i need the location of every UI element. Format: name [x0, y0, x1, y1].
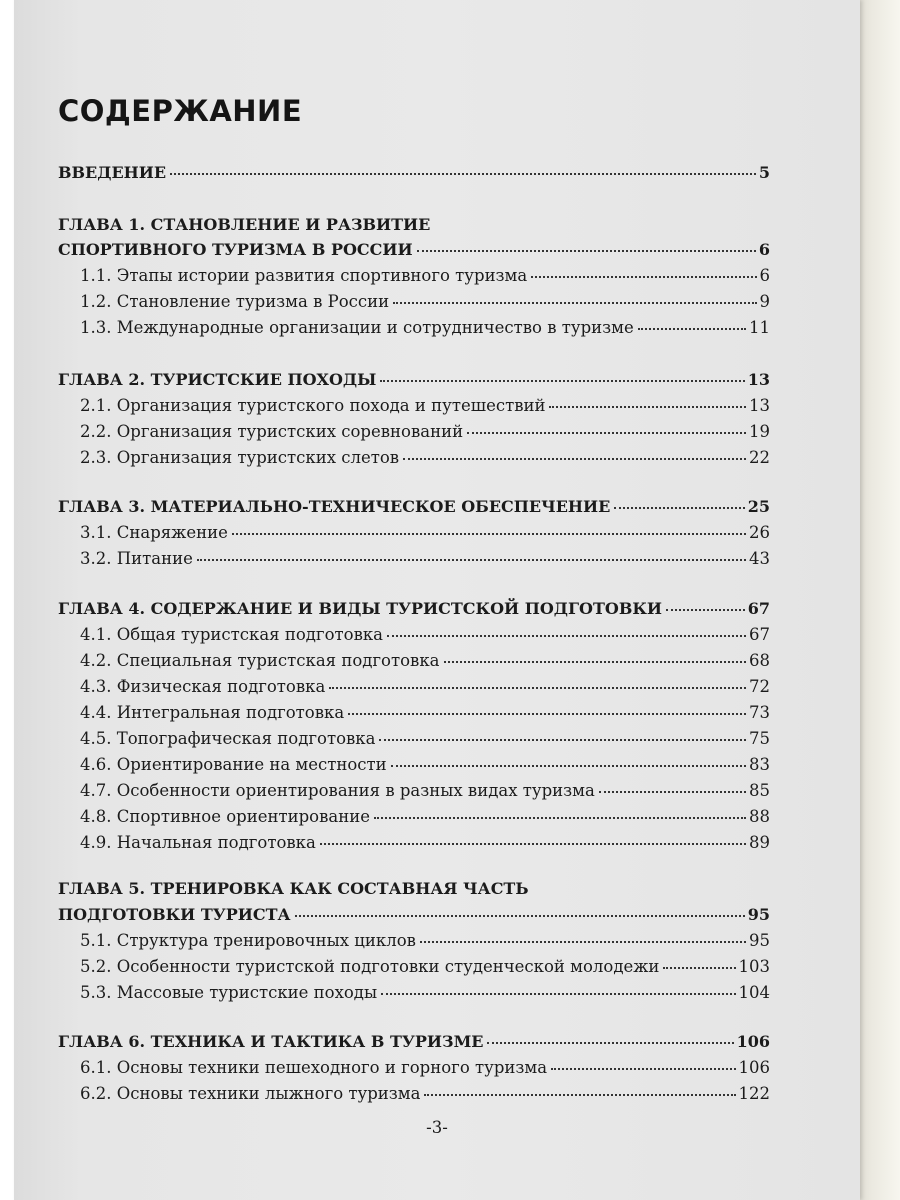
dot-leader — [666, 609, 745, 611]
toc-entry-section[interactable] — [80, 752, 770, 777]
toc-entry-title: 6.2. Основы техники лыжного туризма — [80, 1084, 421, 1103]
toc-page-number: 88 — [749, 807, 770, 826]
dot-leader — [379, 739, 746, 741]
toc-page-number: 85 — [749, 781, 770, 800]
page-number: -3- — [426, 1118, 448, 1137]
chapter-5-title-line1: ГЛАВА 5. ТРЕНИРОВКА КАК СОСТАВНАЯ ЧАСТЬ — [58, 879, 529, 898]
toc-page-number: 95 — [747, 905, 770, 924]
toc-entry-section[interactable] — [80, 674, 770, 699]
toc-entry-chapter-1[interactable] — [58, 237, 770, 262]
toc-page-number: 19 — [749, 422, 770, 441]
chapter-1-title-line1: ГЛАВА 1. СТАНОВЛЕНИЕ И РАЗВИТИЕ — [58, 215, 431, 234]
toc-entry-section[interactable] — [80, 928, 770, 953]
toc-entry-title: 3.1. Снаряжение — [80, 523, 228, 542]
toc-entry-section[interactable] — [80, 648, 770, 673]
toc-page-number: 72 — [749, 677, 770, 696]
dot-leader — [197, 559, 746, 561]
toc-entry-title: 4.1. Общая туристская подготовка — [80, 625, 384, 644]
toc-page-number: 75 — [749, 729, 770, 748]
toc-page-number: 13 — [749, 396, 770, 415]
toc-entry-chapter-2[interactable] — [58, 367, 770, 392]
toc-entry-title: 4.6. Ориентирование на местности — [80, 755, 387, 774]
toc-entry-title: 4.7. Особенности ориентирования в разных видах туризма — [80, 781, 595, 800]
dot-leader — [403, 458, 746, 460]
toc-entry-title: 3.2. Питание — [80, 549, 193, 568]
toc-entry-title: 4.8. Спортивное ориентирование — [80, 807, 370, 826]
toc-entry-title: 4.5. Топографическая подготовка — [80, 729, 376, 748]
toc-entry-chapter-6[interactable] — [58, 1029, 770, 1054]
toc-entry-section[interactable] — [80, 263, 770, 288]
toc-entry-section[interactable] — [80, 546, 770, 571]
toc-entry-title: 2.1. Организация туристского похода и путешествий — [80, 396, 546, 415]
book-page — [14, 0, 860, 1200]
toc-page-number: 104 — [738, 983, 770, 1002]
dot-leader — [599, 791, 746, 793]
toc-entry-section[interactable] — [80, 289, 770, 314]
dot-leader — [549, 406, 746, 408]
page-title: СОДЕРЖАНИЕ — [58, 94, 303, 128]
toc-entry-title: СПОРТИВНОГО ТУРИЗМА В РОССИИ — [58, 240, 413, 259]
dot-leader — [663, 967, 735, 969]
dot-leader — [614, 507, 744, 509]
toc-entry-title: 1.1. Этапы истории развития спортивного туризма — [80, 266, 528, 285]
toc-page-number: 73 — [749, 703, 770, 722]
dot-leader — [295, 915, 745, 917]
toc-page-number: 89 — [749, 833, 770, 852]
toc-entry-chapter-4[interactable] — [58, 596, 770, 621]
toc-page-number: 25 — [747, 497, 770, 516]
dot-leader — [531, 276, 756, 278]
dot-leader — [551, 1068, 735, 1070]
toc-page-number: 106 — [738, 1058, 770, 1077]
toc-entry-title: 6.1. Основы техники пешеходного и горного туризма — [80, 1058, 548, 1077]
toc-page-number: 103 — [738, 957, 770, 976]
toc-entry-title: 5.1. Структура тренировочных циклов — [80, 931, 416, 950]
toc-entry-section[interactable] — [80, 1081, 770, 1106]
toc-entry-section[interactable] — [80, 726, 770, 751]
toc-entry-title: 5.2. Особенности туристской подготовки студенческой молодежи — [80, 957, 660, 976]
toc-entry-title: 4.9. Начальная подготовка — [80, 833, 316, 852]
dot-leader — [387, 635, 746, 637]
toc-entry-section[interactable] — [80, 778, 770, 803]
dot-leader — [170, 173, 756, 175]
toc-entry-section[interactable] — [80, 419, 770, 444]
toc-entry-title: 4.2. Специальная туристская подготовка — [80, 651, 440, 670]
toc-entry-intro[interactable] — [58, 160, 770, 185]
toc-entry-title: 4.4. Интегральная подготовка — [80, 703, 345, 722]
toc-entry-title: ГЛАВА 3. МАТЕРИАЛЬНО-ТЕХНИЧЕСКОЕ ОБЕСПЕЧЕНИЕ — [58, 497, 611, 516]
dot-leader — [232, 533, 746, 535]
dot-leader — [444, 661, 747, 663]
toc-page-number: 6 — [759, 266, 770, 285]
dot-leader — [424, 1094, 735, 1096]
toc-entry-title: ГЛАВА 6. ТЕХНИКА И ТАКТИКА В ТУРИЗМЕ — [58, 1032, 484, 1051]
toc-entry-section[interactable] — [80, 980, 770, 1005]
toc-entry-section[interactable] — [80, 804, 770, 829]
dot-leader — [391, 765, 746, 767]
toc-entry-title: 4.3. Физическая подготовка — [80, 677, 326, 696]
dot-leader — [638, 328, 746, 330]
toc-entry-title: ГЛАВА 2. ТУРИСТСКИЕ ПОХОДЫ — [58, 370, 377, 389]
toc-page-number: 83 — [749, 755, 770, 774]
dot-leader — [381, 993, 735, 995]
toc-entry-section[interactable] — [80, 520, 770, 545]
toc-page-number: 22 — [749, 448, 770, 467]
toc-entry-title: 5.3. Массовые туристские походы — [80, 983, 378, 1002]
toc-entry-title: ГЛАВА 4. СОДЕРЖАНИЕ И ВИДЫ ТУРИСТСКОЙ ПОДГОТОВКИ — [58, 599, 663, 618]
toc-page-number: 13 — [747, 370, 770, 389]
dot-leader — [380, 380, 744, 382]
toc-page-number: 6 — [758, 240, 770, 259]
dot-leader — [393, 302, 756, 304]
toc-page-number: 11 — [749, 318, 770, 337]
dot-leader — [348, 713, 746, 715]
toc-entry-section[interactable] — [80, 830, 770, 855]
toc-page-number: 9 — [759, 292, 770, 311]
toc-page-number: 68 — [749, 651, 770, 670]
toc-page-number: 26 — [749, 523, 770, 542]
toc-entry-section[interactable] — [80, 622, 770, 647]
toc-entry-title: 2.2. Организация туристских соревнований — [80, 422, 464, 441]
toc-entry-chapter-3[interactable] — [58, 494, 770, 519]
toc-entry-section[interactable] — [80, 393, 770, 418]
toc-page-number: 5 — [758, 163, 770, 182]
dot-leader — [420, 941, 746, 943]
toc-entry-title: ПОДГОТОВКИ ТУРИСТА — [58, 905, 291, 924]
toc-entry-section[interactable] — [80, 315, 770, 340]
toc-page-number: 106 — [736, 1032, 770, 1051]
toc-entry-section[interactable] — [80, 1055, 770, 1080]
toc-page-number: 43 — [749, 549, 770, 568]
toc-page-number: 95 — [749, 931, 770, 950]
dot-leader — [374, 817, 746, 819]
dot-leader — [320, 843, 746, 845]
toc-entry-title: ВВЕДЕНИЕ — [58, 163, 167, 182]
toc-entry-chapter-5[interactable] — [58, 902, 770, 927]
toc-page-number: 67 — [749, 625, 770, 644]
dot-leader — [417, 250, 756, 252]
toc-entry-section[interactable] — [80, 445, 770, 470]
dot-leader — [467, 432, 746, 434]
dot-leader — [329, 687, 746, 689]
toc-page-number: 67 — [747, 599, 770, 618]
toc-entry-title: 1.3. Международные организации и сотрудничество в туризме — [80, 318, 634, 337]
dot-leader — [487, 1042, 733, 1044]
toc-entry-section[interactable] — [80, 954, 770, 979]
toc-entry-title: 1.2. Становление туризма в России — [80, 292, 390, 311]
toc-entry-section[interactable] — [80, 700, 770, 725]
toc-page-number: 122 — [738, 1084, 770, 1103]
toc-entry-title: 2.3. Организация туристских слетов — [80, 448, 400, 467]
